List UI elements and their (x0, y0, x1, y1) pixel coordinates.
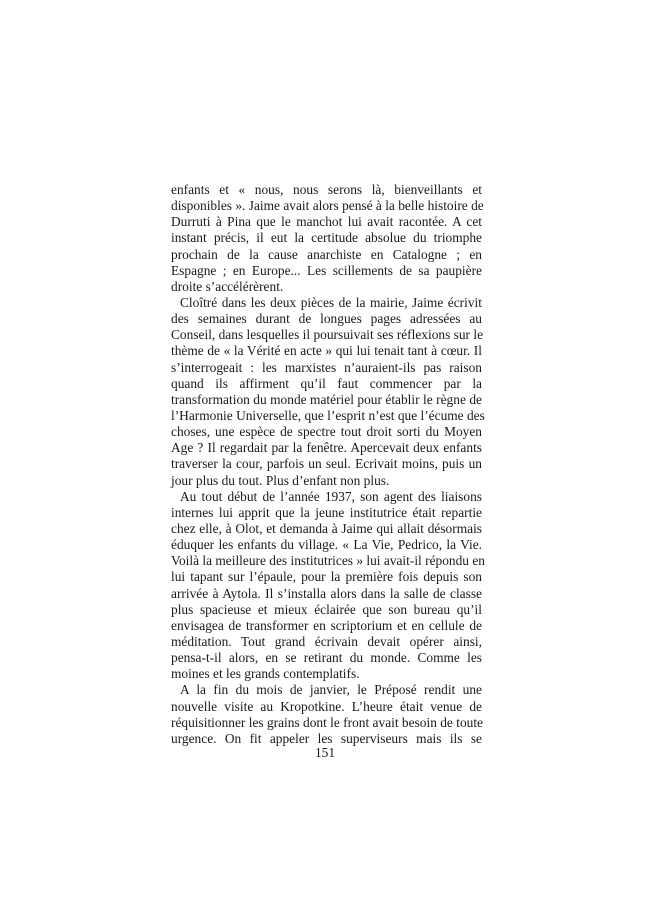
text-line: méditation. Tout grand écrivain devait opérer ainsi, (171, 633, 482, 649)
text-line: traverser la cour, parfois un seul. Ecrivait moins, puis un (171, 456, 482, 472)
text-line: pensa-t-il alors, en se retirant du monde. Comme les (171, 650, 482, 666)
text-line: droite s’accélérèrent. (171, 278, 284, 294)
text-line: instant précis, il eut la certitude absolue du triomphe (171, 230, 482, 246)
text-line: moines et les grands contemplatifs. (171, 666, 360, 682)
text-line: plus spacieuse et mieux éclairée que son bureau qu’il (171, 601, 482, 617)
text-line: éduquer les enfants du village. « La Vie, Pedrico, la Vie. (171, 537, 482, 553)
paragraph-4 (171, 682, 482, 747)
text-line: disponibles ». Jaime avait alors pensé à la belle histoire de (171, 198, 484, 214)
text-line: choses, une espèce de spectre tout droit sorti du Moyen (171, 424, 482, 440)
text-line: urgence. On fit appeler les superviseurs mais ils se (171, 730, 482, 746)
text-line: Au tout début de l’année 1937, son agent des liaisons (180, 488, 482, 504)
body-text (171, 182, 485, 747)
paragraph-2 (171, 294, 485, 489)
paragraph-1 (171, 182, 482, 295)
text-line: Espagne ; en Europe... Les scillements de sa paupière (171, 262, 482, 278)
text-line: prochain de la cause anarchiste en Catalogne ; en (171, 246, 482, 262)
text-line: envisagea de transformer en scriptorium et en cellule de (171, 617, 482, 633)
paragraph-3 (171, 488, 485, 683)
text-line: Durruti à Pina que le manchot lui avait racontée. A cet (171, 214, 482, 230)
page-number: 151 (314, 745, 336, 760)
text-line: réquisitionner les grains dont le front avait besoin de toute (171, 714, 483, 730)
text-line: quand ils affirment qu’il faut commencer par la (171, 375, 482, 391)
text-line: nouvelle visite au Kropotkine. L’heure était venue de (171, 698, 482, 714)
text-line: arrivée à Aytola. Il s’installa alors dans la salle de classe (171, 585, 482, 601)
text-line: thème de « la Vérité en acte » qui lui tenait tant à cœur. Il (171, 343, 482, 359)
text-line: enfants et « nous, nous serons là, bienveillants et (171, 182, 482, 197)
text-line: A la fin du mois de janvier, le Préposé rendit une (180, 682, 482, 698)
text-line: lui tapant sur l’épaule, pour la première fois depuis son (171, 569, 482, 585)
text-line: internes lui apprit que la jeune institutrice était repartie (171, 504, 482, 520)
text-line: des semaines durant de longues pages adressées au (171, 311, 482, 327)
text-line: Age ? Il regardait par la fenêtre. Apercevait deux enfants (171, 440, 482, 456)
text-line: l’Harmonie Universelle, que l’esprit n’est que l’écume des (171, 407, 485, 423)
text-line: s’interrogeait : les marxistes n’auraient-ils pas raison (171, 359, 482, 375)
text-line: Voilà la meilleure des institutrices » lui avait-il répondu en (171, 553, 485, 569)
text-line: Cloîtré dans les deux pièces de la mairie, Jaime écrivit (180, 294, 482, 310)
text-line: jour plus du tout. Plus d’enfant non plus. (171, 472, 390, 488)
text-line: chez elle, à Olot, et demanda à Jaime qui allait désormais (171, 520, 482, 536)
text-line: transformation du monde matériel pour établir le règne de (171, 391, 482, 407)
text-line: Conseil, dans lesquelles il poursuivait ses réflexions sur le (171, 327, 484, 343)
